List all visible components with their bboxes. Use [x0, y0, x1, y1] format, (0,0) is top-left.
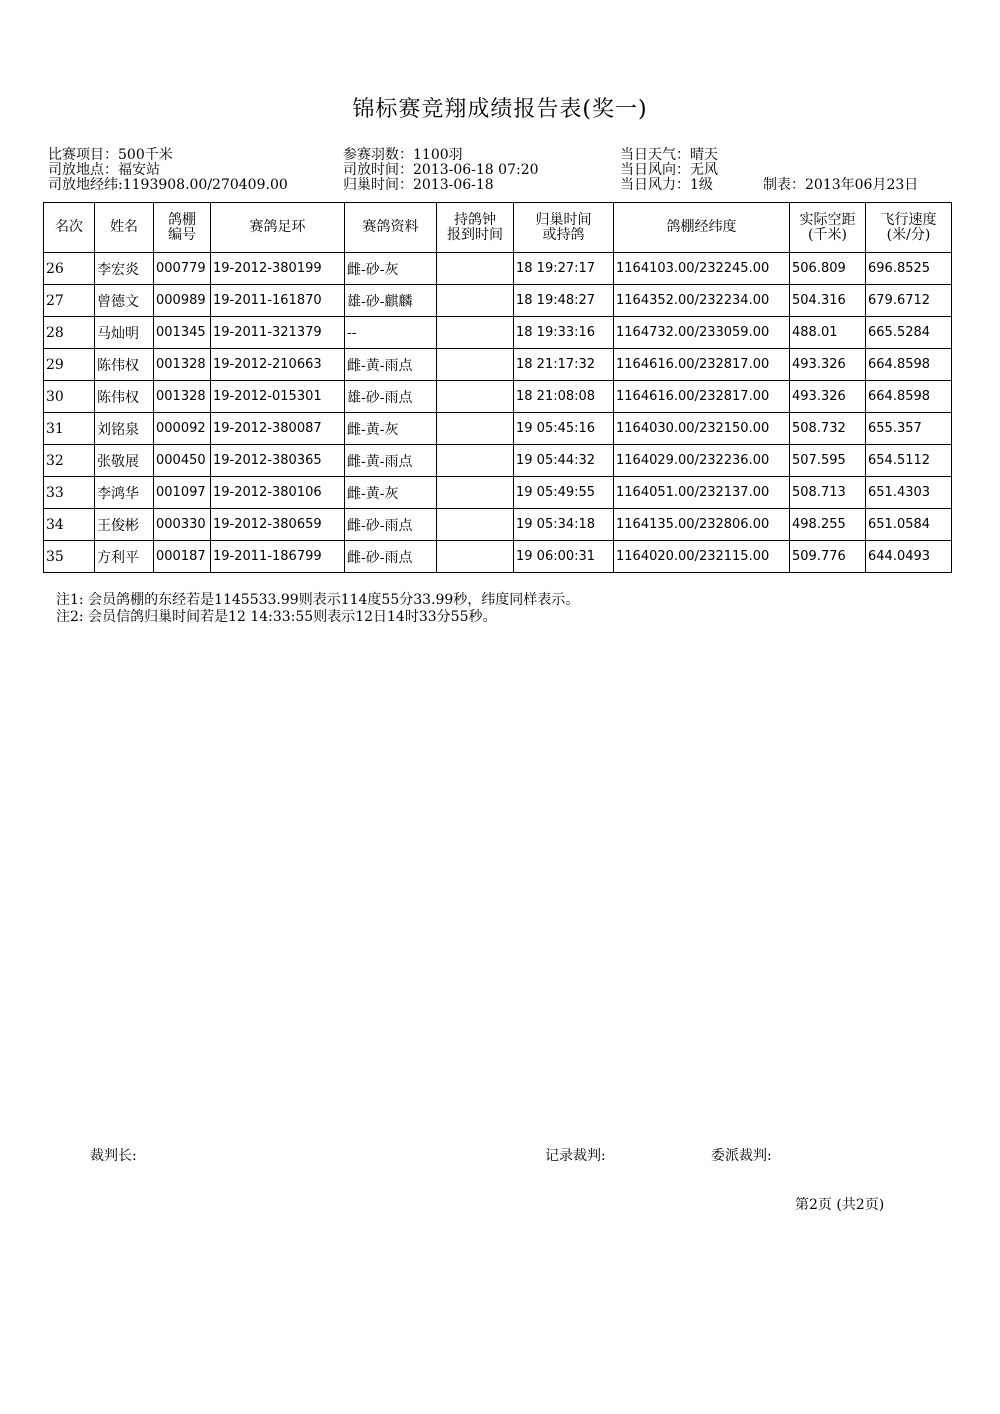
pigeon-info-cell: 雌-黄-雨点	[345, 445, 437, 477]
rank-cell: 33	[44, 477, 95, 509]
clock-time-cell	[437, 477, 514, 509]
table-row	[44, 477, 952, 509]
name-cell: 马灿明	[95, 317, 154, 349]
table-row	[44, 381, 952, 413]
rank-cell: 26	[44, 253, 95, 285]
distance-cell: 504.316	[790, 285, 866, 317]
return-time-cell: 19 05:45:16	[514, 413, 614, 445]
distance-cell: 493.326	[790, 381, 866, 413]
distance-cell: 498.255	[790, 509, 866, 541]
speed-cell: 655.357	[866, 413, 952, 445]
table-row	[44, 285, 952, 317]
info-event: 比赛项目：500千米	[48, 147, 173, 163]
table-header-row	[44, 203, 952, 253]
loft-id-cell: 000330	[154, 509, 211, 541]
ring-cell: 19-2012-380365	[211, 445, 345, 477]
info-release-site: 司放地点：福安站	[48, 162, 160, 178]
return-time-cell: 19 06:00:31	[514, 541, 614, 573]
loft-id-cell: 001328	[154, 349, 211, 381]
distance-cell: 488.01	[790, 317, 866, 349]
loft-id-cell: 000779	[154, 253, 211, 285]
rank-cell: 28	[44, 317, 95, 349]
loft-coords-cell: 1164103.00/232245.00	[614, 253, 790, 285]
pigeon-info-cell: 雌-砂-灰	[345, 253, 437, 285]
ring-cell: 19-2011-186799	[211, 541, 345, 573]
ring-cell: 19-2012-380087	[211, 413, 345, 445]
ring-cell: 19-2012-380659	[211, 509, 345, 541]
speed-cell: 654.5112	[866, 445, 952, 477]
speed-cell: 651.4303	[866, 477, 952, 509]
speed-cell: 664.8598	[866, 349, 952, 381]
info-return-date: 归巢时间：2013-06-18	[343, 177, 494, 193]
clock-time-cell	[437, 381, 514, 413]
rank-cell: 29	[44, 349, 95, 381]
clock-time-cell	[437, 285, 514, 317]
name-cell: 曾德文	[95, 285, 154, 317]
speed-cell: 651.0584	[866, 509, 952, 541]
return-time-cell: 18 19:27:17	[514, 253, 614, 285]
header-speed: 飞行速度 (米/分)	[866, 203, 952, 253]
distance-cell: 509.776	[790, 541, 866, 573]
return-time-cell: 18 21:08:08	[514, 381, 614, 413]
table-row	[44, 509, 952, 541]
header-loft-coords: 鸽棚经纬度	[614, 203, 790, 253]
clock-time-cell	[437, 445, 514, 477]
header-ring: 赛鸽足环	[211, 203, 345, 253]
loft-coords-cell: 1164020.00/232115.00	[614, 541, 790, 573]
speed-cell: 664.8598	[866, 381, 952, 413]
distance-cell: 507.595	[790, 445, 866, 477]
report-title: 锦标赛竞翔成绩报告表(奖一)	[352, 97, 648, 122]
pigeon-info-cell: 雄-砂-雨点	[345, 381, 437, 413]
speed-cell: 644.0493	[866, 541, 952, 573]
info-entries: 参赛羽数：1100羽	[343, 147, 463, 163]
info-prepared-date: 制表：2013年06月23日	[763, 177, 919, 193]
note-1: 注1: 会员鸽棚的东经若是1145533.99则表示114度55分33.99秒，纬度同样表示。	[56, 592, 580, 608]
clock-time-cell	[437, 413, 514, 445]
speed-cell: 696.8525	[866, 253, 952, 285]
name-cell: 方利平	[95, 541, 154, 573]
rank-cell: 31	[44, 413, 95, 445]
loft-coords-cell: 1164051.00/232137.00	[614, 477, 790, 509]
pigeon-info-cell: 雄-砂-麒麟	[345, 285, 437, 317]
ring-cell: 19-2012-380199	[211, 253, 345, 285]
table-row	[44, 349, 952, 381]
pigeon-info-cell: --	[345, 317, 437, 349]
name-cell: 张敬展	[95, 445, 154, 477]
loft-coords-cell: 1164616.00/232817.00	[614, 349, 790, 381]
return-time-cell: 18 19:33:16	[514, 317, 614, 349]
rank-cell: 32	[44, 445, 95, 477]
clock-time-cell	[437, 253, 514, 285]
return-time-cell: 19 05:49:55	[514, 477, 614, 509]
table-row	[44, 317, 952, 349]
ring-cell: 19-2012-015301	[211, 381, 345, 413]
name-cell: 李鸿华	[95, 477, 154, 509]
info-release-coords: 司放地经纬:1193908.00/270409.00	[48, 177, 288, 193]
loft-id-cell: 001345	[154, 317, 211, 349]
recorder-judge-label: 记录裁判:	[545, 1148, 606, 1164]
loft-coords-cell: 1164029.00/232236.00	[614, 445, 790, 477]
results-table	[43, 202, 952, 573]
header-clock-time: 持鸽钟 报到时间	[437, 203, 514, 253]
speed-cell: 679.6712	[866, 285, 952, 317]
ring-cell: 19-2011-161870	[211, 285, 345, 317]
header-name: 姓名	[95, 203, 154, 253]
loft-id-cell: 000187	[154, 541, 211, 573]
delegate-judge-label: 委派裁判:	[711, 1148, 772, 1164]
info-wind-force: 当日风力：1级	[620, 177, 713, 193]
loft-id-cell: 001097	[154, 477, 211, 509]
header-return-time: 归巢时间 或持鸽	[514, 203, 614, 253]
ring-cell: 19-2012-210663	[211, 349, 345, 381]
clock-time-cell	[437, 349, 514, 381]
ring-cell: 19-2012-380106	[211, 477, 345, 509]
pigeon-info-cell: 雌-黄-雨点	[345, 349, 437, 381]
rank-cell: 27	[44, 285, 95, 317]
pigeon-info-cell: 雌-黄-灰	[345, 413, 437, 445]
clock-time-cell	[437, 317, 514, 349]
name-cell: 陈伟权	[95, 349, 154, 381]
loft-coords-cell: 1164030.00/232150.00	[614, 413, 790, 445]
table-row	[44, 445, 952, 477]
name-cell: 王俊彬	[95, 509, 154, 541]
loft-id-cell: 000092	[154, 413, 211, 445]
table-row	[44, 253, 952, 285]
return-time-cell: 18 21:17:32	[514, 349, 614, 381]
note-2: 注2: 会员信鸽归巢时间若是12 14:33:55则表示12日14时33分55秒。	[56, 609, 497, 625]
page-number: 第2页 (共2页)	[795, 1197, 885, 1213]
pigeon-info-cell: 雌-砂-雨点	[345, 509, 437, 541]
header-loft-id: 鸽棚 编号	[154, 203, 211, 253]
info-wind-direction: 当日风向：无风	[620, 162, 718, 178]
rank-cell: 35	[44, 541, 95, 573]
rank-cell: 34	[44, 509, 95, 541]
table-row	[44, 413, 952, 445]
loft-coords-cell: 1164732.00/233059.00	[614, 317, 790, 349]
clock-time-cell	[437, 509, 514, 541]
header-pigeon-info: 赛鸽资料	[345, 203, 437, 253]
speed-cell: 665.5284	[866, 317, 952, 349]
loft-coords-cell: 1164352.00/232234.00	[614, 285, 790, 317]
loft-id-cell: 000989	[154, 285, 211, 317]
info-release-time: 司放时间：2013-06-18 07:20	[343, 162, 539, 178]
return-time-cell: 18 19:48:27	[514, 285, 614, 317]
info-weather: 当日天气：晴天	[620, 147, 718, 163]
table-row	[44, 541, 952, 573]
name-cell: 刘铭泉	[95, 413, 154, 445]
name-cell: 李宏炎	[95, 253, 154, 285]
pigeon-info-cell: 雌-砂-雨点	[345, 541, 437, 573]
distance-cell: 508.732	[790, 413, 866, 445]
header-rank: 名次	[44, 203, 95, 253]
distance-cell: 508.713	[790, 477, 866, 509]
header-distance: 实际空距 (千米)	[790, 203, 866, 253]
return-time-cell: 19 05:44:32	[514, 445, 614, 477]
name-cell: 陈伟权	[95, 381, 154, 413]
distance-cell: 506.809	[790, 253, 866, 285]
loft-id-cell: 000450	[154, 445, 211, 477]
pigeon-info-cell: 雌-黄-灰	[345, 477, 437, 509]
distance-cell: 493.326	[790, 349, 866, 381]
loft-coords-cell: 1164616.00/232817.00	[614, 381, 790, 413]
rank-cell: 30	[44, 381, 95, 413]
loft-id-cell: 001328	[154, 381, 211, 413]
return-time-cell: 19 05:34:18	[514, 509, 614, 541]
clock-time-cell	[437, 541, 514, 573]
loft-coords-cell: 1164135.00/232806.00	[614, 509, 790, 541]
ring-cell: 19-2011-321379	[211, 317, 345, 349]
chief-judge-label: 裁判长:	[90, 1148, 137, 1164]
